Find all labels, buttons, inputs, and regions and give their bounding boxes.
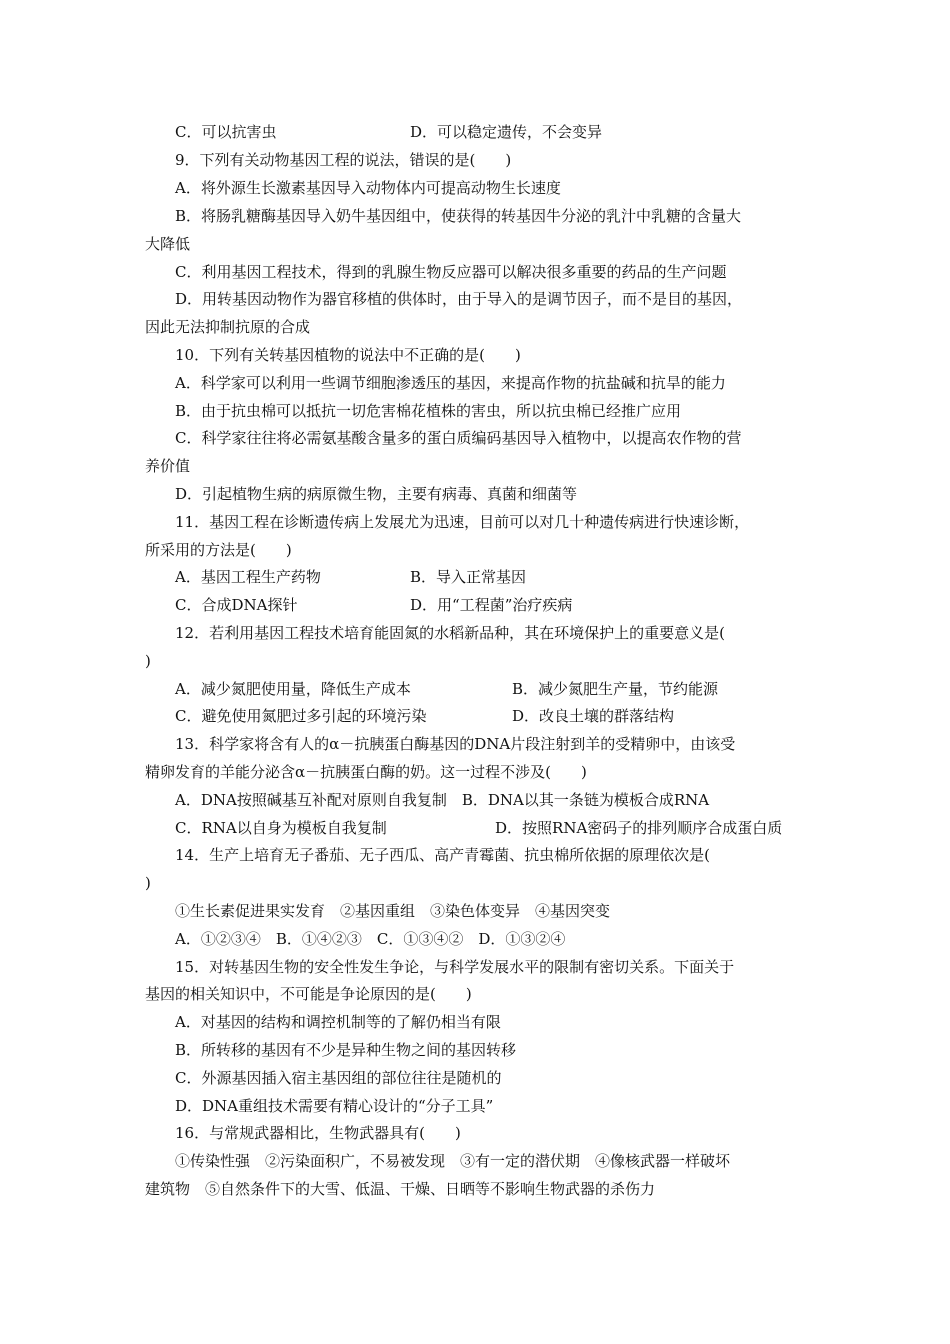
- q13-option-c: C．RNA以自身为模板自我复制: [175, 819, 387, 837]
- q10-option-c-cont: 养价值: [145, 457, 191, 475]
- q15-stem-cont: 基因的相关知识中，不可能是争论原因的是( ): [145, 985, 472, 1003]
- q12-stem-cont: ): [145, 652, 151, 670]
- q9-option-b: B．将肠乳糖酶基因导入奶牛基因组中，使获得的转基因牛分泌的乳汁中乳糖的含量大: [175, 207, 742, 225]
- q11-option-d: D．用“工程菌”治疗疾病: [410, 596, 573, 614]
- q9-option-d: D．用转基因动物作为器官移植的供体时，由于导入的是调节因子，而不是目的基因，: [175, 290, 743, 308]
- q11-stem-cont: 所采用的方法是( ): [145, 541, 292, 559]
- q16-stem: 16．与常规武器相比，生物武器具有( ): [175, 1124, 461, 1142]
- q9-stem: 9．下列有关动物基因工程的说法，错误的是( ): [175, 151, 512, 169]
- q10-option-a: A．科学家可以利用一些调节细胞渗透压的基因，来提高作物的抗盐碱和抗旱的能力: [175, 374, 726, 392]
- q15-option-b: B．所转移的基因有不少是异种生物之间的基因转移: [175, 1041, 517, 1059]
- q12-stem: 12．若利用基因工程技术培育能固氮的水稻新品种，其在环境保护上的重要意义是(: [175, 624, 725, 642]
- q9-option-b-cont: 大降低: [145, 235, 191, 253]
- q12-option-a: A．减少氮肥使用量，降低生产成本: [175, 680, 411, 698]
- q12-option-c: C．避免使用氮肥过多引起的环境污染: [175, 707, 427, 725]
- q12-option-b: B．减少氮肥生产量，节约能源: [512, 680, 719, 698]
- q11-option-b: B．导入正常基因: [410, 568, 527, 586]
- q14-items: ①生长素促进果实发育 ②基因重组 ③染色体变异 ④基因突变: [175, 902, 611, 920]
- q9-option-d-cont: 因此无法抑制抗原的合成: [145, 318, 311, 336]
- q16-items-cont: 建筑物 ⑤自然条件下的大雪、低温、干燥、日晒等不影响生物武器的杀伤力: [145, 1180, 656, 1198]
- q8-option-d: D．可以稳定遗传，不会变异: [410, 123, 603, 141]
- q14-stem: 14．生产上培育无子番茄、无子西瓜、高产青霉菌、抗虫棉所依据的原理依次是(: [175, 846, 710, 864]
- q14-stem-cont: ): [145, 874, 151, 892]
- q14-options: A．①②③④ B．①④②③ C．①③④② D．①③②④: [175, 930, 566, 948]
- q15-option-c: C．外源基因插入宿主基因组的部位往往是随机的: [175, 1069, 502, 1087]
- q13-options-ab: A．DNA按照碱基互补配对原则自我复制 B．DNA以其一条链为模板合成RNA: [175, 791, 710, 809]
- q13-option-d: D．按照RNA密码子的排列顺序合成蛋白质: [495, 819, 783, 837]
- q8-option-c: C．可以抗害虫: [175, 123, 277, 141]
- q11-option-c: C．合成DNA探针: [175, 596, 298, 614]
- q15-option-a: A．对基因的结构和调控机制等的了解仍相当有限: [175, 1013, 501, 1031]
- q11-stem: 11．基因工程在诊断遗传病上发展尤为迅速，目前可以对几十种遗传病进行快速诊断，: [175, 513, 750, 531]
- q10-stem: 10．下列有关转基因植物的说法中不正确的是( ): [175, 346, 521, 364]
- q10-option-d: D．引起植物生病的病原微生物，主要有病毒、真菌和细菌等: [175, 485, 578, 503]
- q11-option-a: A．基因工程生产药物: [175, 568, 321, 586]
- q10-option-b: B．由于抗虫棉可以抵抗一切危害棉花植株的害虫，所以抗虫棉已经推广应用: [175, 402, 682, 420]
- q15-stem: 15．对转基因生物的安全性发生争论，与科学发展水平的限制有密切关系。下面关于: [175, 958, 735, 976]
- q15-option-d: D．DNA重组技术需要有精心设计的“分子工具”: [175, 1097, 494, 1115]
- q9-option-c: C．利用基因工程技术，得到的乳腺生物反应器可以解决很多重要的药品的生产问题: [175, 263, 727, 281]
- q13-stem-cont: 精卵发育的羊能分泌含α－抗胰蛋白酶的奶。这一过程不涉及( ): [145, 763, 587, 781]
- q12-option-d: D．改良土壤的群落结构: [512, 707, 675, 725]
- q10-option-c: C．科学家往往将必需氨基酸含量多的蛋白质编码基因导入植物中，以提高农作物的营: [175, 429, 742, 447]
- q13-stem: 13．科学家将含有人的α－抗胰蛋白酶基因的DNA片段注射到羊的受精卵中，由该受: [175, 735, 736, 753]
- q9-option-a: A．将外源生长激素基因导入动物体内可提高动物生长速度: [175, 179, 561, 197]
- q16-items: ①传染性强 ②污染面积广，不易被发现 ③有一定的潜伏期 ④像核武器一样破坏: [175, 1152, 731, 1170]
